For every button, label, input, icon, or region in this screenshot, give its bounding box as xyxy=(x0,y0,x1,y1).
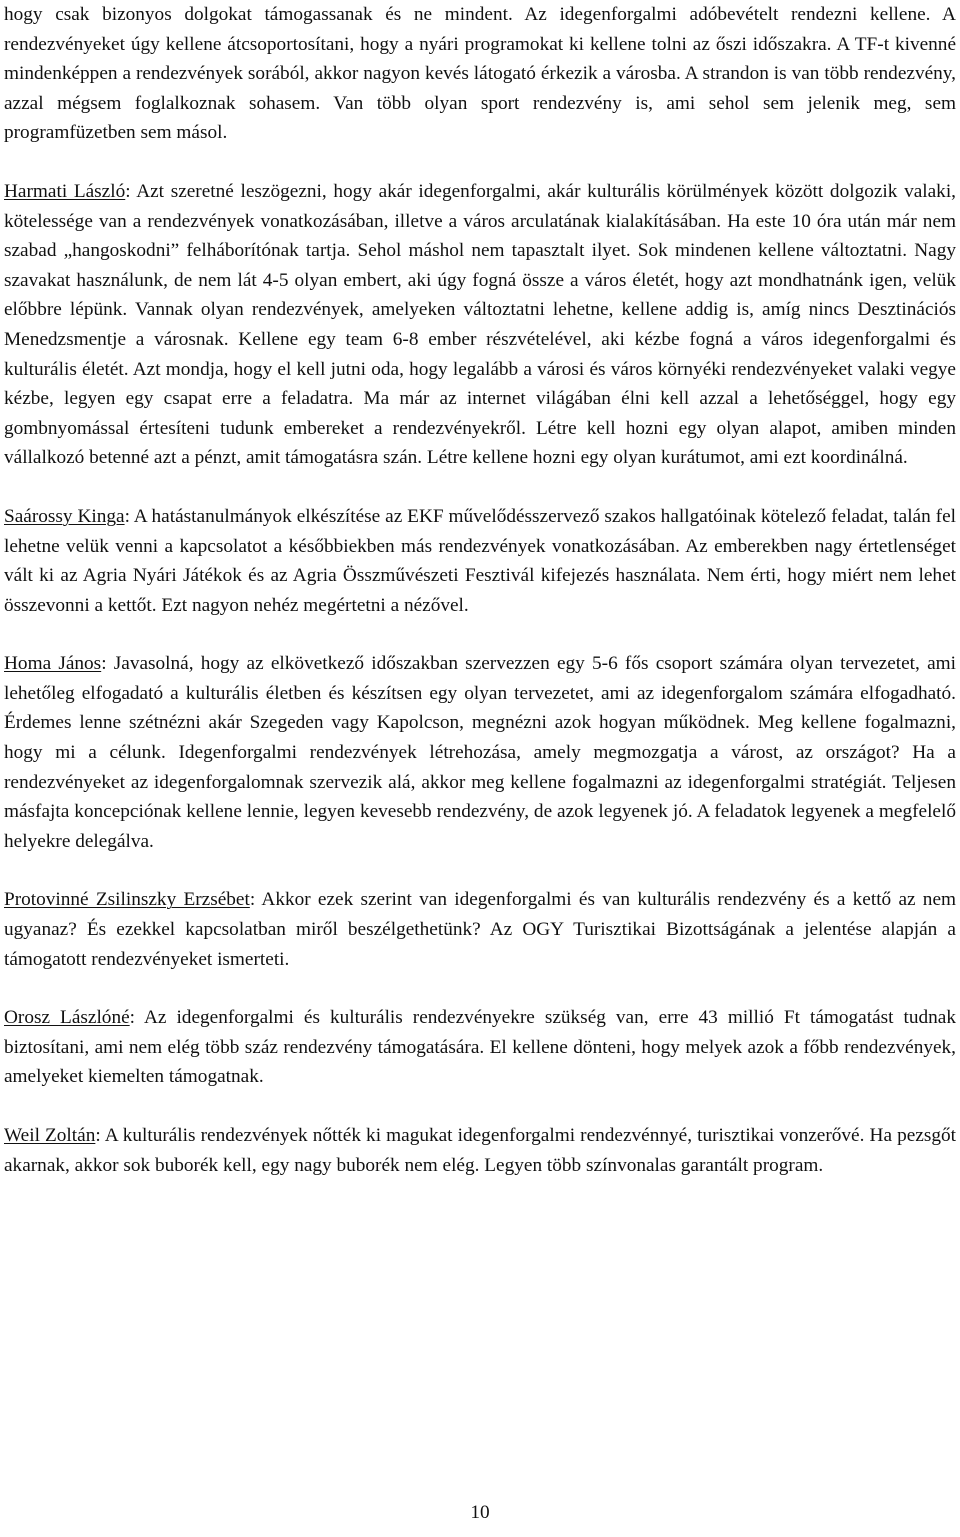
speaker-name: Protovinné Zsilinszky Erzsébet xyxy=(4,889,250,911)
page-number: 10 xyxy=(470,1502,490,1523)
statement-protovinne xyxy=(4,885,956,974)
intro-text: hogy csak bizonyos dolgokat támogassanak és ne mindent. Az idegenforgalmi adóbevételt rendezni kellene. A rendezvényeket úgy kellene átcsoportosítani, hogy a nyári programokat ki kellene tolni az őszi időszakra. A TF-t kivenné mindenképpen a rendezvények sorából, akkor nagyon kevés látogató érkezik a városba. A strandon is van több rendezvény, azzal mégsem foglalkoznak sohasem. Van több olyan sport rendezvény is, ami sehol sem jelenik meg, sem programfüzetben sem másol. xyxy=(4,4,956,144)
speaker-name: Orosz Lászlóné xyxy=(4,1007,130,1029)
document-page xyxy=(4,0,956,1180)
statement-orosz xyxy=(4,1003,956,1092)
statement-text: : Azt szeretné leszögezni, hogy akár idegenforgalmi, akár kulturális körülmények között dolgozik valaki, kötelessége van a rendezvények vonatkozásában, illetve a város arculatának kialakításában. Ha este 10 óra után már nem szabad „hangoskodni” felháborítónak tartja. Sehol máshol nem tapasztalt ilyet. Sok mindenen kellene változtatni. Nagy szavakat használunk, de nem lát 4-5 olyan embert, aki úgy fogná össze a város életét, hogy azt mondhatnánk igen, velük előbbre lépünk. Vannak olyan rendezvények, amelyeken változtatni lehetne, kellene addig is, amíg nincs Desztinációs Menedzsmentje a városnak. Kellene egy team 6-8 ember részvételével, aki kézbe fogná a város idegenforgalmi és kulturális életét. Azt mondja, hogy el kell jutni oda, hogy legalább a városi és város környéki rendezvényeket valaki vegye kézbe, legyen egy csapat erre a feladatra. Ma már az internet világában élni kell azzal a lehetőséggel, hogy egy gombnyomással értesíteni tudunk embereket a rendezvényekről. Létre kell hozni egy olyan alapot, amiben minden vállalkozó betenné azt a pénzt, amit támogatásra szán. Létre kellene hozni egy olyan kurátumot, ami ezt koordinálná. xyxy=(4,180,956,469)
statement-text: : Javasolná, hogy az elkövetkező időszakban szervezzen egy 5-6 fős csoport számára olyan tervezetet, ami lehetőleg elfogadató a kulturális életben és készítsen egy olyan tervezetet, ami az idegenforgalom számára elfogadható. Érdemes lenne szétnézni akár Szegeden vagy Kapolcson, megnézni azok hogyan működnek. Meg kellene fogalmazni, hogy mi a célunk. Idegenforgalmi rendezvények létrehozása, amely megmozgatja a várost, az országot? Ha a rendezvényeket az idegenforgalomnak szervezik alá, akkor meg kellene fogalmazni az idegenforgalmi stratégiát. Teljesen másfajta koncepciónak kellene lennie, legyen kevesebb rendezvény, de azok legyenek jó. A feladatok legyenek a megfelelő helyekre delegálva. xyxy=(4,653,956,852)
statement-homa xyxy=(4,649,956,856)
statement-text: : A hatástanulmányok elkészítése az EKF művelődésszervező szakos hallgatóinak kötelező feladat, talán fel lehetne velük venni a kapcsolatot a későbbiekben más rendezvények vonatkozásában. Az emberekben nagy értetlenséget vált ki az Agria Nyári Játékok és az Agria Összművészeti Fesztivál kifejezés használata. Nem érti, hogy miért nem lehet összevonni a kettőt. Ezt nagyon nehéz megértetni a nézővel. xyxy=(4,505,956,616)
speaker-name: Saárossy Kinga xyxy=(4,505,125,527)
statement-harmati xyxy=(4,177,956,473)
statement-saarossy xyxy=(4,502,956,620)
statement-weil xyxy=(4,1121,956,1180)
speaker-name: Harmati László xyxy=(4,180,126,202)
statement-text: : Akkor ezek szerint van idegenforgalmi és van kulturális rendezvény és a kettő az nem ugyanaz? És ezekkel kapcsolatban miről beszélgethetünk? Az OGY Turisztikai Bizottságának a jelentése alapján a támogatott rendezvényeket ismerteti. xyxy=(4,889,957,970)
intro-paragraph xyxy=(4,0,956,148)
statement-text: : A kulturális rendezvények nőtték ki magukat idegenforgalmi rendezvénnyé, turisztikai vonzerővé. Ha pezsgőt akarnak, akkor sok buborék kell, egy nagy buborék nem elég. Legyen több színvonalas garantált program. xyxy=(4,1125,957,1176)
speaker-name: Homa János xyxy=(4,653,102,675)
statement-text: : Az idegenforgalmi és kulturális rendezvényekre szükség van, erre 43 millió Ft támogatást tudnak biztosítani, ami nem elég több száz rendezvény támogatására. El kellene dönteni, hogy melyek azok a főbb rendezvények, amelyeket kiemelten támogatnak. xyxy=(4,1007,956,1088)
speaker-name: Weil Zoltán xyxy=(4,1125,96,1146)
